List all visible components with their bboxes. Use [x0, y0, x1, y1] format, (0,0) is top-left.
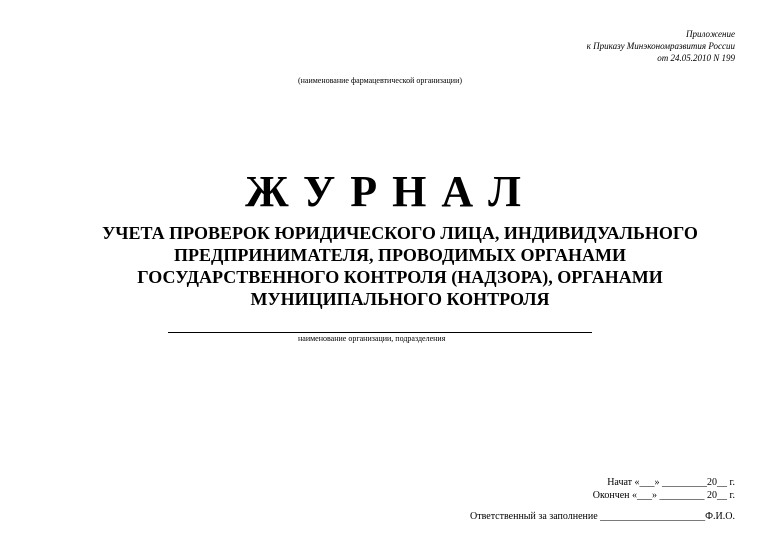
- journal-dates: [593, 476, 735, 502]
- appendix-line-2: к Приказу Минэкономразвития России: [586, 41, 735, 51]
- date-finished: Окончен «___» _________ 20__ г.: [592, 490, 735, 501]
- subtitle-line-2: ПРЕДПРИНИМАТЕЛЯ, ПРОВОДИМЫХ ОРГАНАМИ: [173, 245, 626, 265]
- journal-subtitle: [60, 222, 740, 310]
- appendix-line-3: от 24.05.2010 N 199: [657, 53, 735, 63]
- journal-title: ЖУРНАЛ: [245, 167, 536, 216]
- appendix-line-1: Приложение: [685, 29, 735, 39]
- appendix-note: [587, 28, 735, 64]
- subtitle-line-4: МУНИЦИПАЛЬНОГО КОНТРОЛЯ: [250, 289, 550, 309]
- organization-caption-text: (наименование фармацевтической организации): [297, 76, 463, 85]
- subtitle-line-1: УЧЕТА ПРОВЕРОК ЮРИДИЧЕСКОГО ЛИЦА, ИНДИВИДУАЛЬНОГО: [102, 223, 698, 243]
- responsible-person: Ответственный за заполнение _____________________Ф.И.О.: [470, 511, 735, 522]
- organization-caption: [0, 76, 766, 86]
- subtitle-line-3: ГОСУДАРСТВЕННОГО КОНТРОЛЯ (НАДЗОРА), ОРГАНАМИ: [137, 267, 663, 287]
- date-started: Начат «___» _________20__ г.: [607, 477, 735, 488]
- department-caption-text: наименование организации, подразделения: [298, 334, 446, 343]
- department-underline: [168, 332, 592, 333]
